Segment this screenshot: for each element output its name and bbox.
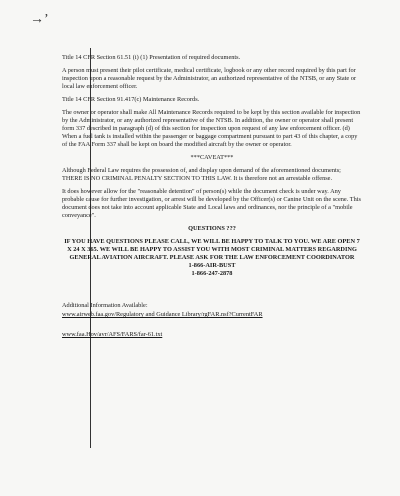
questions-body: IF YOU HAVE QUESTIONS PLEASE CALL, WE WILL BE HAPPY TO TALK TO YOU. WE ARE OPEN 7 X 24 X 365. WE WILL BE HAPPY TO ASSIST YOU WITH MOST CRIMINAL MATTERS REGARDING GENERAL AVIATION AIRCRAFT. PLEASE ASK FOR THE LAW ENFORCEMENT COORDINATOR	[64, 238, 360, 261]
document-body	[62, 54, 362, 344]
far-61-link[interactable]: www.faa.Hov/avr/AFS/FARS/far-61.txt	[62, 331, 163, 338]
scan-mark: →’	[30, 12, 49, 27]
questions-heading: QUESTIONS ???	[188, 225, 236, 232]
caveat-paragraph-2: It does however allow for the "reasonable detention" of person(s) while the document check is under way. Any probable cause for further investigation, or arrest will be developed by the Officer(s) or Canine Unit on the scene. This document does not take into account applicable State and Local laws and ordinances, nor the principle of a "mobile conveyance".	[62, 188, 361, 219]
section-91-heading: Title 14 CFR Section 91.417(c) Maintenance Records.	[62, 96, 200, 103]
section-61-body: A person must present their pilot certificate, medical certificate, logbook or any other record required by this part for inspection upon a reasonable request by the Administrator, an authorized representative of the NTSB, or any State or local law enforcement officer.	[62, 67, 357, 90]
phone-number: 1-866-247-2878	[191, 270, 233, 277]
phone-word: 1-866-AIR-BUST	[188, 262, 236, 269]
section-91-body: The owner or operator shall make All Maintenance Records required to be kept by this section available for inspection by the Administrator, or any authorized representative of the NTSB. In addition, the owner or operator shall present form 337 described in paragraph (d) of this section for inspection upon request of any law enforcement officer. (d) When a fuel tank is installed within the passenger or baggage compartment pursuant to part 43 of this chapter, a copy of the FAA Form 337 shall be kept on board the modified aircraft by the owner or operator.	[62, 109, 361, 148]
caveat-paragraph-1: Although Federal Law requires the possession of, and display upon demand of the aforementioned documents; THERE IS NO CRIMINAL PENALTY SECTION TO THIS LAW. It is therefore not an arrestable offense.	[62, 167, 341, 182]
faa-regulatory-link[interactable]: www.airweb.faa.gov/Regulatory and Guidance Library/rgFAR.nsf?CurrentFAR	[62, 311, 263, 318]
section-61-heading: Title 14 CFR Section 61.51 (i) (1) Presentation of required documents.	[62, 54, 241, 61]
additional-info-heading: Additional Information Available:	[62, 302, 148, 309]
caveat-heading: ***CAVEAT***	[190, 154, 234, 161]
